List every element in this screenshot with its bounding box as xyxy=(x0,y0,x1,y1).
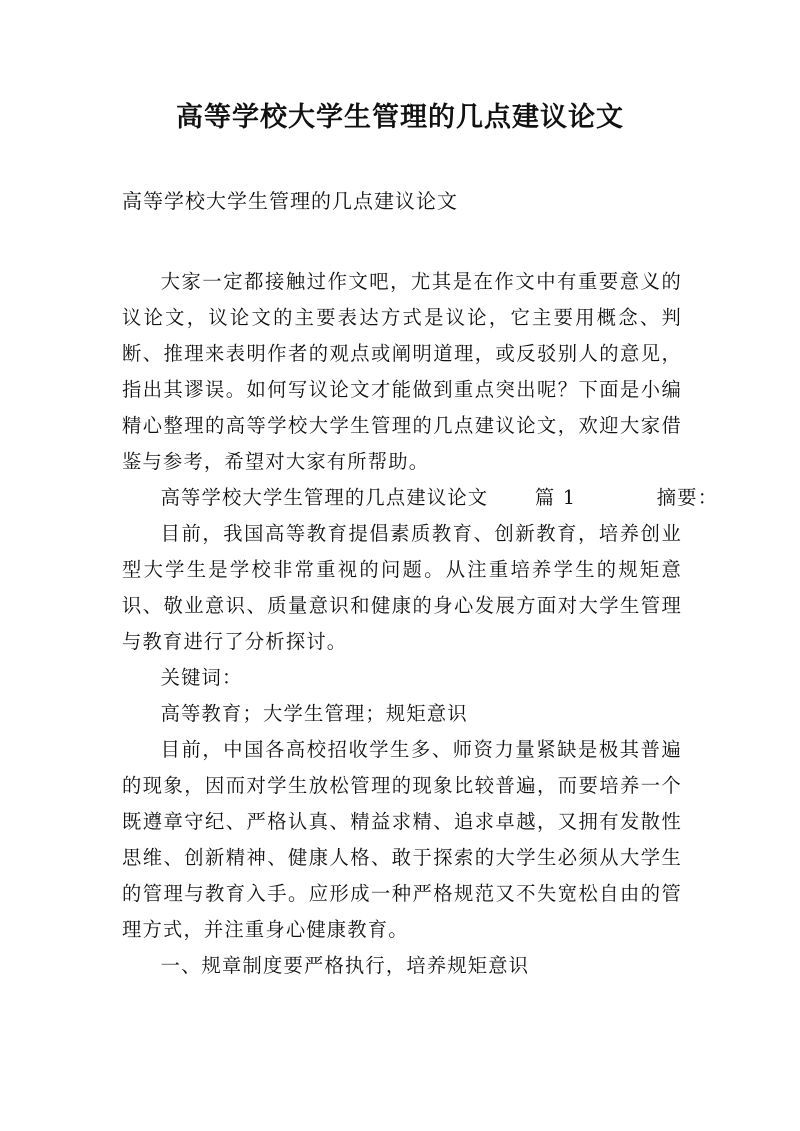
body-paragraph: 目前，中国各高校招收学生多、师资力量紧缺是极其普遍的现象，因而对学生放松管理的现象比较普遍，而要培养一个既遵章守纪、严格认真、精益求精、追求卓越，又拥有发散性思维、创新精神、健康人格、敢于探索的大学生必须从大学生的管理与教育入手。应形成一种严格规范又不失宽松自由的管理方式，并注重身心健康教育。 xyxy=(122,738,682,941)
abstract-label: 摘要： xyxy=(656,486,719,509)
keywords-paragraph: 高等教育；大学生管理；规矩意识 xyxy=(160,702,468,725)
article-number: 篇 1 xyxy=(534,486,577,509)
article-heading xyxy=(122,480,719,516)
document-subtitle: 高等学校大学生管理的几点建议论文 xyxy=(122,189,458,213)
document-body xyxy=(122,264,719,984)
document-title: 高等学校大学生管理的几点建议论文 xyxy=(176,102,624,133)
section-heading: 一、规章制度要严格执行，培养规矩意识 xyxy=(160,954,530,977)
abstract-paragraph: 目前，我国高等教育提倡素质教育、创新教育，培养创业型大学生是学校非常重视的问题。从注重培养学生的规矩意识、敬业意识、质量意识和健康的身心发展方面对大学生管理与教育进行了分析探讨。 xyxy=(122,522,682,653)
article-title: 高等学校大学生管理的几点建议论文 xyxy=(160,486,489,509)
keywords-label: 关键词： xyxy=(160,666,243,689)
intro-paragraph: 大家一定都接触过作文吧，尤其是在作文中有重要意义的议论文，议论文的主要表达方式是议论，它主要用概念、判断、推理来表明作者的观点或阐明道理，或反驳别人的意见，指出其谬误。如何写议论文才能做到重点突出呢？下面是小编精心整理的高等学校大学生管理的几点建议论文，欢迎大家借鉴与参考，希望对大家有所帮助。 xyxy=(122,270,682,473)
